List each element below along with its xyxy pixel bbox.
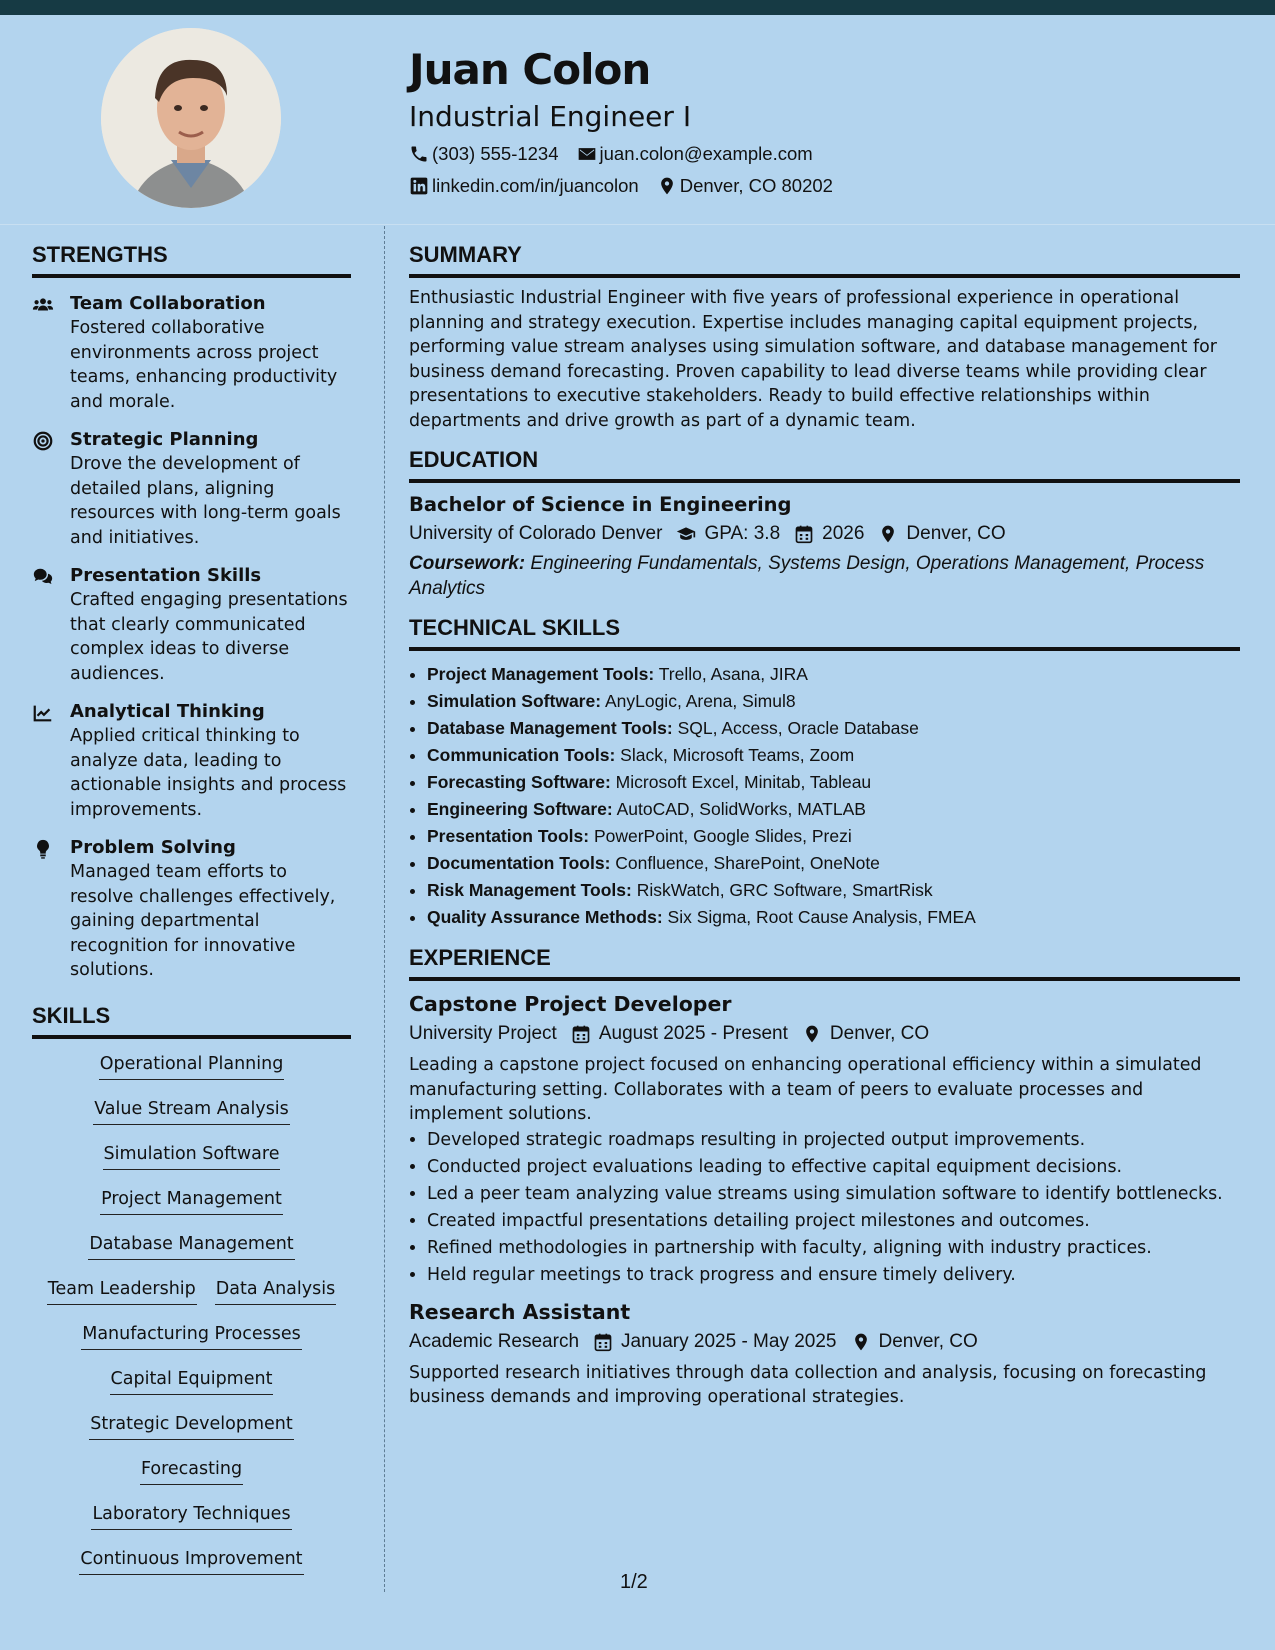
skills-heading: SKILLS [32,1003,351,1039]
list-item: • Held regular meetings to track progress and ensure timely delivery. [427,1262,1240,1289]
education-meta [409,519,1240,549]
job-bullets [409,1127,1240,1289]
column-divider [384,226,385,1592]
right-column [409,242,1240,1410]
email-text: juan.colon@example.com [599,143,813,164]
job-entry [409,1297,1240,1410]
candidate-name: Juan Colon [409,45,651,94]
job-location: Denver, CO [851,1327,978,1357]
year-item: 2026 [794,519,864,549]
job-role: Industrial Engineer I [409,100,692,133]
map-marker-icon [802,1024,822,1044]
list-item: • Database Management Tools: SQL, Access, Oracle Database [427,715,1240,742]
skill-tag: Value Stream Analysis [93,1096,290,1125]
technical-skills-heading: TECHNICAL SKILLS [409,615,1240,651]
list-item: • Developed strategic roadmaps resulting in projected output improvements. [427,1127,1240,1154]
graduation-cap-icon [676,524,696,544]
degree-title: Bachelor of Science in Engineering [409,493,792,516]
gpa-item: GPA: 3.8 [676,519,780,549]
skill-tag: Capital Equipment [110,1366,274,1395]
list-item: • Risk Management Tools: RiskWatch, GRC Software, SmartRisk [427,877,1240,904]
skill-tag: Manufacturing Processes [81,1321,302,1350]
skill-tag: Simulation Software [103,1141,281,1170]
strength-item [32,836,351,983]
strength-desc: Drove the development of detailed plans, aligning resources with long-term goals and initiatives. [70,454,341,548]
list-item: • Communication Tools: Slack, Microsoft Teams, Zoom [427,742,1240,769]
education-location: Denver, CO [878,519,1005,549]
page-number: 1/2 [620,1571,648,1593]
calendar-icon [571,1024,591,1044]
skills-section [32,1003,351,1591]
coursework-label: Coursework: [409,553,526,574]
job-dates: August 2025 - Present [571,1019,788,1049]
linkedin-item[interactable] [409,170,639,202]
contact-row-1 [409,138,851,170]
phone-item [409,138,559,170]
skills-list [32,1051,351,1591]
job-description: Leading a capstone project focused on enhancing operational efficiency within a simulated manufacturing setting. Collaborates with a team of peers to evaluate processes and implement solutions. [409,1055,1202,1124]
target-icon [32,430,54,452]
header [409,40,851,202]
top-bar [0,0,1275,15]
skill-tag: Database Management [88,1231,294,1260]
calendar-icon [593,1332,613,1352]
envelope-icon [577,144,597,164]
job-org: Academic Research [409,1330,580,1352]
job-entry [409,989,1240,1289]
list-item: • Led a peer team analyzing value streams using simulation software to identify bottlenecks. [427,1181,1240,1208]
strength-title: Team Collaboration [70,293,266,314]
strength-item [32,700,351,822]
strength-desc: Applied critical thinking to analyze data, leading to actionable insights and process improvements. [70,726,347,820]
lightbulb-icon [32,838,54,860]
strength-desc: Fostered collaborative environments across project teams, enhancing productivity and morale. [70,318,338,412]
comments-icon [32,566,54,588]
skill-tag: Continuous Improvement [79,1546,303,1575]
coursework [409,551,1240,601]
strength-item [32,292,351,414]
skill-tag: Operational Planning [99,1051,285,1080]
strength-title: Strategic Planning [70,429,259,450]
strengths-list [32,292,351,983]
experience-heading: EXPERIENCE [409,945,1240,981]
skill-tag: Forecasting [140,1456,243,1485]
strength-desc: Crafted engaging presentations that clearly communicated complex ideas to diverse audiences. [70,590,348,684]
job-description: Supported research initiatives through data collection and analysis, focusing on forecasting business demands and improving operational strategies. [409,1362,1207,1407]
strength-desc: Managed team efforts to resolve challenges effectively, gaining departmental recognition for innovative solutions. [70,862,336,980]
job-title: Capstone Project Developer [409,992,732,1016]
map-marker-icon [657,176,677,196]
left-column [32,242,351,1591]
strength-item [32,564,351,686]
skill-tag: Team Leadership [47,1276,197,1305]
list-item: • Conducted project evaluations leading to effective capital equipment decisions. [427,1154,1240,1181]
users-icon [32,294,54,316]
profile-photo [101,28,281,208]
technical-skills-list [409,661,1240,931]
job-location: Denver, CO [802,1019,929,1049]
job-org: University Project [409,1023,557,1044]
skill-tag: Data Analysis [215,1276,336,1305]
job-meta [409,1327,1240,1357]
skill-tag: Project Management [100,1186,283,1215]
list-item: • Project Management Tools: Trello, Asana, JIRA [427,661,1240,688]
chart-line-icon [32,702,54,724]
list-item: • Created impactful presentations detailing project milestones and outcomes. [427,1208,1240,1235]
list-item: • Refined methodologies in partnership with faculty, aligning with industry practices. [427,1235,1240,1262]
phone-text: (303) 555-1234 [432,143,559,164]
location-item [657,170,833,202]
linkedin-icon [409,176,429,196]
coursework-text: Engineering Fundamentals, Systems Design, Operations Management, Process Analytics [409,553,1205,599]
summary-heading: SUMMARY [409,242,1240,278]
avatar-portrait-icon [101,28,281,208]
list-item: • Forecasting Software: Microsoft Excel, Minitab, Tableau [427,769,1240,796]
list-item: • Presentation Tools: PowerPoint, Google Slides, Prezi [427,823,1240,850]
education-heading: EDUCATION [409,447,1240,483]
map-marker-icon [851,1332,871,1352]
location-text: Denver, CO 80202 [679,175,833,196]
contact-row-2 [409,170,851,202]
linkedin-text: linkedin.com/in/juancolon [432,175,639,196]
skill-tag: Laboratory Techniques [91,1501,291,1530]
job-meta [409,1019,1240,1049]
map-marker-icon [878,524,898,544]
phone-icon [409,144,429,164]
calendar-icon [794,524,814,544]
email-item[interactable] [577,138,813,170]
job-dates: January 2025 - May 2025 [593,1327,836,1357]
strengths-heading: STRENGTHS [32,242,351,278]
strength-item [32,428,351,550]
list-item: • Documentation Tools: Confluence, SharePoint, OneNote [427,850,1240,877]
job-title: Research Assistant [409,1299,631,1324]
strength-title: Presentation Skills [70,565,262,586]
strength-title: Problem Solving [70,837,236,858]
skill-tag: Strategic Development [89,1411,293,1440]
list-item: • Quality Assurance Methods: Six Sigma, Root Cause Analysis, FMEA [427,904,1240,931]
header-divider [0,224,1275,225]
strength-title: Analytical Thinking [70,701,265,722]
school-name: University of Colorado Denver [409,523,663,544]
list-item: • Engineering Software: AutoCAD, SolidWorks, MATLAB [427,796,1240,823]
summary-text: Enthusiastic Industrial Engineer with five years of professional experience in operational planning and strategy execution. Expertise includes managing capital equipment projects, performing value stream analyses using simulation software, and database management for business demand forecasting. Proven capability to lead diverse teams while providing clear presentations to executive stakeholders. Ready to build effective relationships within departments and drive growth as part of a dynamic team. [409,288,1217,431]
list-item: • Simulation Software: AnyLogic, Arena, Simul8 [427,688,1240,715]
